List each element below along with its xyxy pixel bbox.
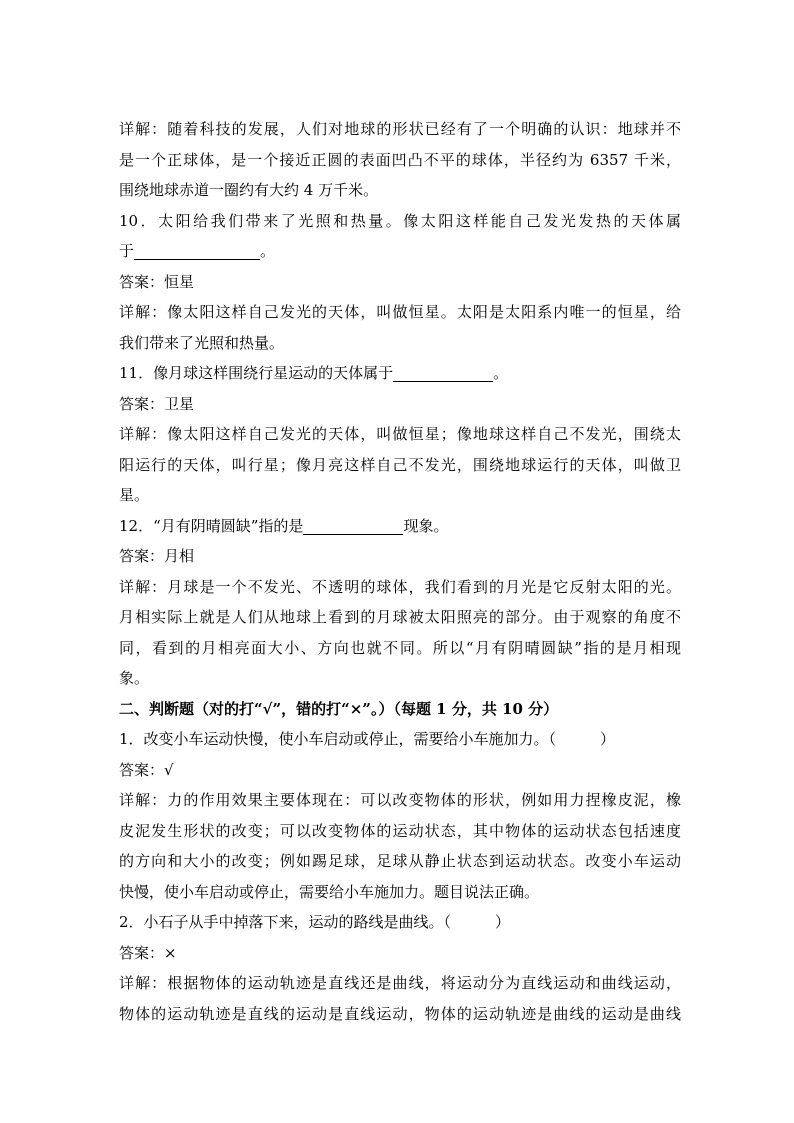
judge-question-2-close: ） (495, 913, 511, 931)
judge-answer-2: 答案：× (119, 943, 177, 962)
judge-detail-2-line: 详解：根据物体的运动轨迹是直线还是曲线，将运动分为直线运动和曲线运动， (119, 974, 681, 992)
question-12-post: 现象。 (403, 516, 449, 535)
answer-12: 答案：月相 (119, 547, 195, 565)
detail-11-line: 星。 (119, 486, 150, 504)
detail-12-line: 象。 (119, 669, 150, 687)
question-11 (119, 358, 681, 389)
answer-blank (303, 515, 403, 535)
judge-question-1-text: 1．改变小车运动快慢，使小车启动或停止，需要给小车施加力。（ (119, 730, 557, 748)
question-11-post: 。 (493, 364, 509, 382)
question-11-pre: 11．像月球这样围绕行星运动的天体属于 (119, 364, 394, 382)
judge-detail-1-line: 快慢，使小车启动或停止，需要给小车施加力。题目说法正确。 (119, 882, 540, 901)
judge-detail-1-line: 的方向和大小的改变；例如踢足球，足球从静止状态到运动状态。改变小车运动 (119, 852, 681, 870)
question-12 (119, 511, 681, 542)
judge-question-1-close: ） (600, 730, 616, 748)
page-content (119, 114, 681, 1029)
question-10-blank-line (119, 236, 681, 267)
question-10-post: 。 (260, 242, 276, 260)
judge-detail-1-line: 详解：力的作用效果主要体现在：可以改变物体的形状，例如用力捏橡皮泥，橡 (119, 791, 681, 809)
judge-question-2 (119, 907, 681, 938)
detail-10-line: 我们带来了光照和热量。 (119, 333, 285, 352)
text-line: 是一个正球体，是一个接近正圆的表面凹凸不平的球体，半径约为 6357 千米， (119, 150, 681, 169)
judge-question-2-text: 2．小石子从手中掉落下来，运动的路线是曲线。（ (119, 913, 452, 931)
question-12-pre: 12．“月有阴晴圆缺”指的是 (119, 516, 304, 535)
detail-11-line: 详解：像太阳这样自己发光的天体，叫做恒星；像地球这样自己不发光，围绕太 (119, 425, 681, 443)
answer-11: 答案：卫星 (119, 394, 195, 413)
judge-detail-1-line: 皮泥发生形状的改变；可以改变物体的运动状态，其中物体的运动状态包括速度 (119, 821, 681, 840)
text-line: 详解：随着科技的发展，人们对地球的形状已经有了一个明确的认识：地球并不 (119, 120, 681, 138)
question-10-pre: 于 (119, 242, 135, 260)
section-heading: 二、判断题（对的打“√”，错的打“×”。）（每题 1 分，共 10 分） (119, 699, 559, 718)
detail-12-line: 详解：月球是一个不发光、不透明的球体，我们看到的月光是它反射太阳的光。 (119, 577, 681, 596)
judge-detail-2-line: 物体的运动轨迹是直线的运动是直线运动，物体的运动轨迹是曲线的运动是曲线 (119, 1004, 681, 1023)
detail-12-line: 月相实际上就是人们从地球上看到的月球被太阳照亮的部分。由于观察的角度不 (119, 608, 681, 626)
question-10: 10．太阳给我们带来了光照和热量。像太阳这样能自己发光发热的天体属 (119, 211, 681, 230)
answer-10: 答案：恒星 (119, 272, 195, 291)
answer-blank (393, 362, 493, 382)
judge-answer-1: 答案：√ (119, 760, 174, 779)
detail-11-line: 阳运行的天体，叫行星；像月亮这样自己不发光，围绕地球运行的天体，叫做卫 (119, 455, 681, 474)
judge-question-1 (119, 724, 681, 755)
detail-12-line: 同，看到的月相亮面大小、方向也就不同。所以“月有阴晴圆缺”指的是月相现 (119, 638, 681, 657)
detail-10-line: 详解：像太阳这样自己发光的天体，叫做恒星。太阳是太阳系内唯一的恒星，给 (119, 303, 681, 321)
answer-blank (134, 240, 260, 260)
text-line: 围绕地球赤道一圈约有大约 4 万千米。 (119, 181, 379, 199)
